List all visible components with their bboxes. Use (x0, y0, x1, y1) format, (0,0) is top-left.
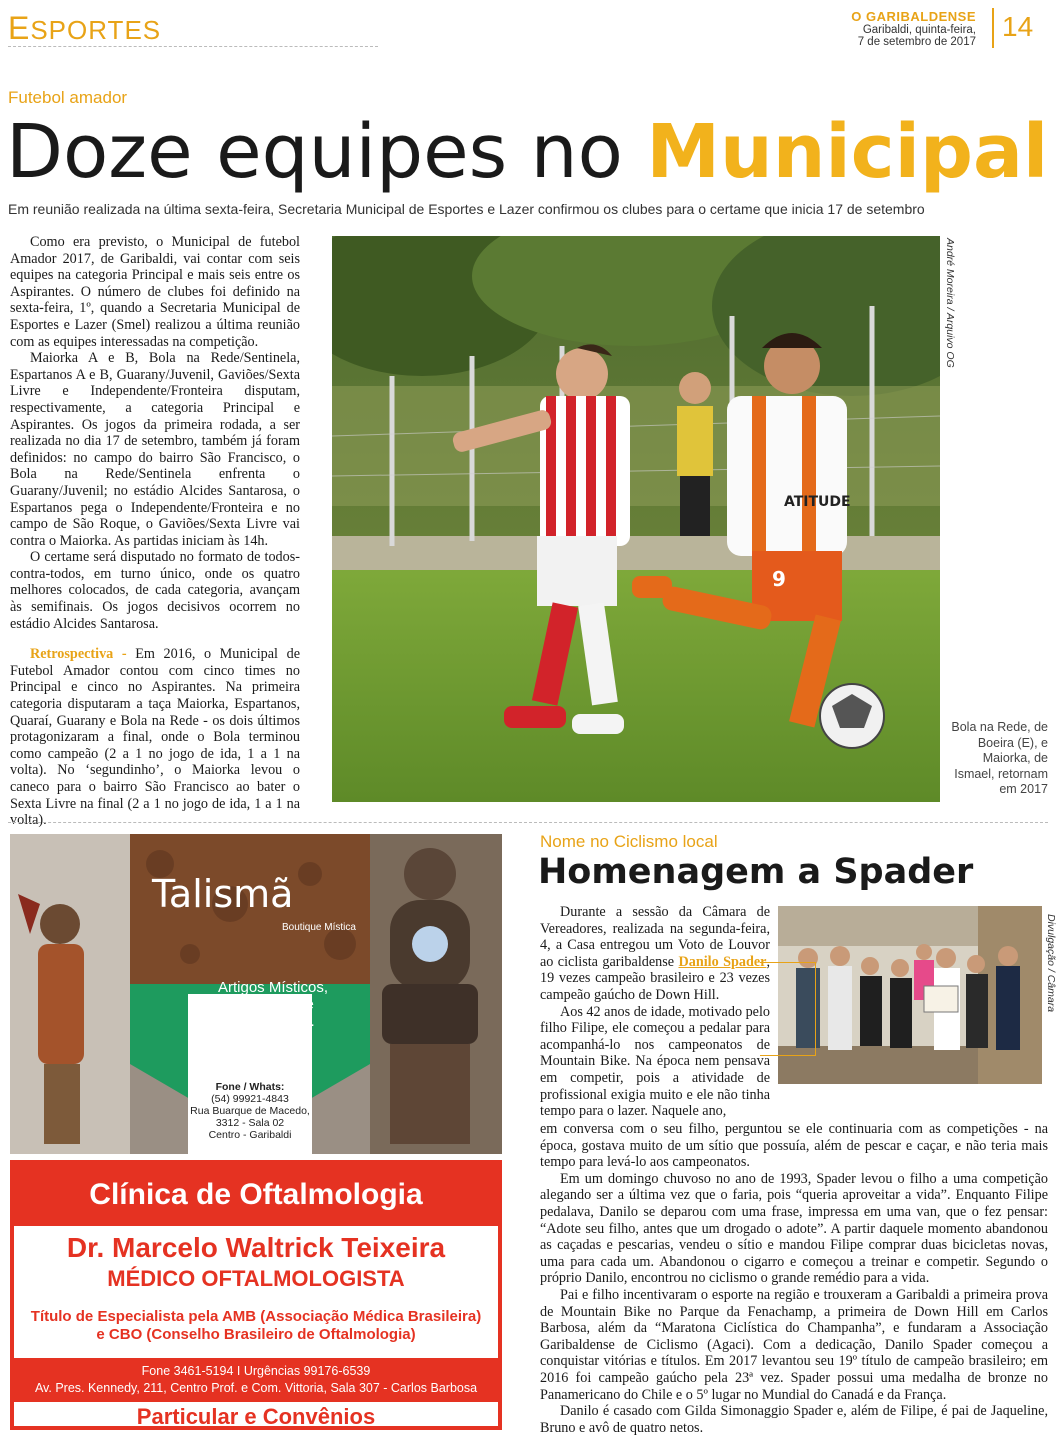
newspaper-name: O GARIBALDENSE (851, 9, 976, 24)
svg-text:ATITUDE: ATITUDE (784, 494, 851, 510)
clinic-contact: Fone 3461-5194 I Urgências 99176-6539 Av. Pres. Kennedy, 211, Centro Prof. e Com. Vittoria, Sala 307 - Carlos Barbosa (14, 1358, 498, 1402)
talisma-tagline: Boutique Mística (282, 922, 356, 933)
section-label: ESPORTES (8, 10, 162, 46)
article1-kicker: Futebol amador (8, 88, 128, 107)
clinic-title: Clínica de Oftalmologia (14, 1164, 498, 1226)
article2-photo-credit: Divulgação / Câmara (1045, 914, 1057, 1013)
svg-text:9: 9 (772, 567, 786, 591)
clinic-footer: Particular e Convênios (136, 1404, 376, 1429)
talisma-products: Artigos Místicos, Religiosos e Decorativos. (217, 979, 329, 1030)
soccer-photo (332, 236, 940, 802)
talisma-ad (10, 834, 502, 1154)
clinic-credentials: Título de Especialista pela AMB (Associação Médica Brasileira) e CBO (Conselho Brasileiro de Oftalmologia) (30, 1308, 482, 1343)
talisma-contact: Fone / Whats: (54) 99921-4843 Rua Buarque de Macedo, 3312 - Sala 02 Centro - Garibaldi (190, 1081, 310, 1141)
spader-callout-line (760, 962, 816, 1056)
article2-paragraph: Em um domingo chuvoso no ano de 1993, Spader levou o filho a uma competição alegando ser a última vez que o faria, pois “queria aproveitar a vida”. Enquanto Filipe pedalava, Danilo se deparou com uma frase, impressa em uma van, que o fez pensar: “Adote seu filho, antes que um drogado o adote”. A partir daquele momento abandonou as caçadas e pescarias, vendeu o sítio e mandou Filipe comprar duas bicicletas novas, uma para cada um. Abandonou o cigarro e começou a treinar e competir. Segundo o próprio Danilo, encontrou no ciclismo o grande remédio para a vida. (540, 1170, 1048, 1287)
section-divider (8, 822, 1048, 823)
article1-subhead: Em reunião realizada na última sexta-feira, Secretaria Municipal de Esportes e Lazer confirmou os clubes para o certame que inicia 17 de setembro (8, 201, 925, 217)
article2-headline: Homenagem a Spader (538, 852, 974, 892)
masthead (851, 10, 976, 48)
article2-paragraph: Pai e filho incentivaram o esporte na região e trouxeram a Garibaldi a primeira prova de Mountain Bike no Parque da Fenachamp, a primeira de Down Hill em Carlos Barbosa, além da “Maratona Ciclística do Champanha”, e fundaram a Associação Garibaldense de Ciclismo (Agaci). Com a dedicação, Danilo Spader começou a conquistar vitórias e títulos. Em 2017 levantou seu 19º título de campeão brasileiro; em 2016 foi campeão gaúcho pela 23ª vez. Spader possui uma medalha de bronze no Panamericano do Chile e o 5º lugar no Mundial do Canadá e da França. (540, 1286, 1048, 1403)
article1-body (10, 234, 300, 829)
page-number: 14 (992, 8, 1033, 48)
clinic-specialty: MÉDICO OFTALMOLOGISTA (107, 1266, 405, 1291)
date-line-2: 7 de setembro de 2017 (857, 35, 976, 48)
article2-paragraph: em conversa com o seu filho, perguntou se ele continuaria com as competições - na época, gostava muito de um sítio que possuía, além de pescar e caçar, e não teria mais tempo para levá-lo aos campeonatos. (540, 1121, 1048, 1171)
article1-paragraph: O certame será disputado no formato de todos-contra-todos, em turno único, onde os quatro melhores colocados, de cada categoria, avançam às semifinais. Os jogos decisivos ocorrem no estádio Alcides Santarosa. (10, 549, 300, 632)
article2-body-wide (540, 1121, 1048, 1436)
clinic-ad (10, 1160, 502, 1430)
talisma-brand: Talismã (152, 872, 294, 916)
article2-paragraph: Aos 42 anos de idade, motivado pelo filho Filipe, ele começou a pedalar para acompanhá-lo nos campeonatos de Mountain Bike. Na época nem pensava em competir, pois a atividade de profissional exigia muito e ele não tinha tempo para o lazer. Naquele ano, (540, 1003, 771, 1120)
article1-paragraph: Maiorka A e B, Bola na Rede/Sentinela, Espartanos A e B, Guarany/Juvenil, Gaviões/Sexta Livre e Independente/Fronteira disputam, respectivamente, a categoria Principal e Aspirantes. Os jogos da primeira rodada, a ser realizada no dia 17 de setembro, também já foram definidos: no campo do bairro São Francisco, o Bola na Rede/Sentinela enfrenta o Guarany/Juvenil; no estádio Alcides Santarosa, o Espartanos pega o Independente/Fronteira e no campo de São Roque, o Gaviões/Sexta Livre vai contra o Maiorka. As partidas iniciam às 14h. (10, 350, 300, 549)
article1-paragraph: Como era previsto, o Municipal de futebol Amador 2017, de Garibaldi, vai contar com seis equipes na categoria Principal e mais seis entre os Aspirantes. O número de clubes foi definido na sexta-feira, 1º, quando a Secretaria Municipal de Esportes e Lazer (Smel) realizou a última reunião com as equipes interessadas na competição. (10, 234, 300, 350)
article1-photo-credit: André Moreira / Arquivo OG (944, 238, 956, 368)
article2-body-narrow (540, 904, 770, 1120)
clinic-doctor: Dr. Marcelo Waltrick Teixeira (66, 1232, 446, 1263)
article1-photo-caption: Bola na Rede, de Boeira (E), e Maiorka, de Ismael, retornam em 2017 (951, 720, 1048, 796)
article1-headline: Doze equipes no Municipal (6, 109, 1049, 195)
section-rule (8, 46, 378, 47)
date-line-1: Garibaldi, quinta-feira, (862, 23, 976, 36)
retrospective-paragraph: Retrospectiva - Em 2016, o Municipal de Futebol Amador contou com cinco times no Principal e cinco no Aspirantes. Na primeira categoria disputaram a taça Maiorka, Espartanos, Quaraí, Guarany e Bola na Rede - os dois últimos protagonizaram a final, onde o Bola terminou como campeão (2 a 1 no jogo de ida, 1 a 1 na volta). No ‘segundinho’, o Maiorka levou o caneco para o bairro São Francisco ao bater o Sexta Livre na final (2 a 1 no jogo de ida, 1 a 1 na volta). (10, 646, 300, 829)
article2-paragraph: Durante a sessão da Câmara de Vereadores, realizada na segunda-feira, 4, a Casa entregou um Voto de Louvor ao ciclista garibaldense Danilo Spader, 19 vezes campeão brasileiro e 23 vezes campeão gaúcho de Down Hill. (540, 904, 770, 1003)
article2-kicker: Nome no Ciclismo local (540, 832, 718, 851)
spader-photo (778, 906, 1042, 1084)
article2-paragraph: Danilo é casado com Gilda Simonaggio Spader e, além de Filipe, é pai de Jaqueline, Bruno e avô de quatro netos. (540, 1403, 1048, 1436)
